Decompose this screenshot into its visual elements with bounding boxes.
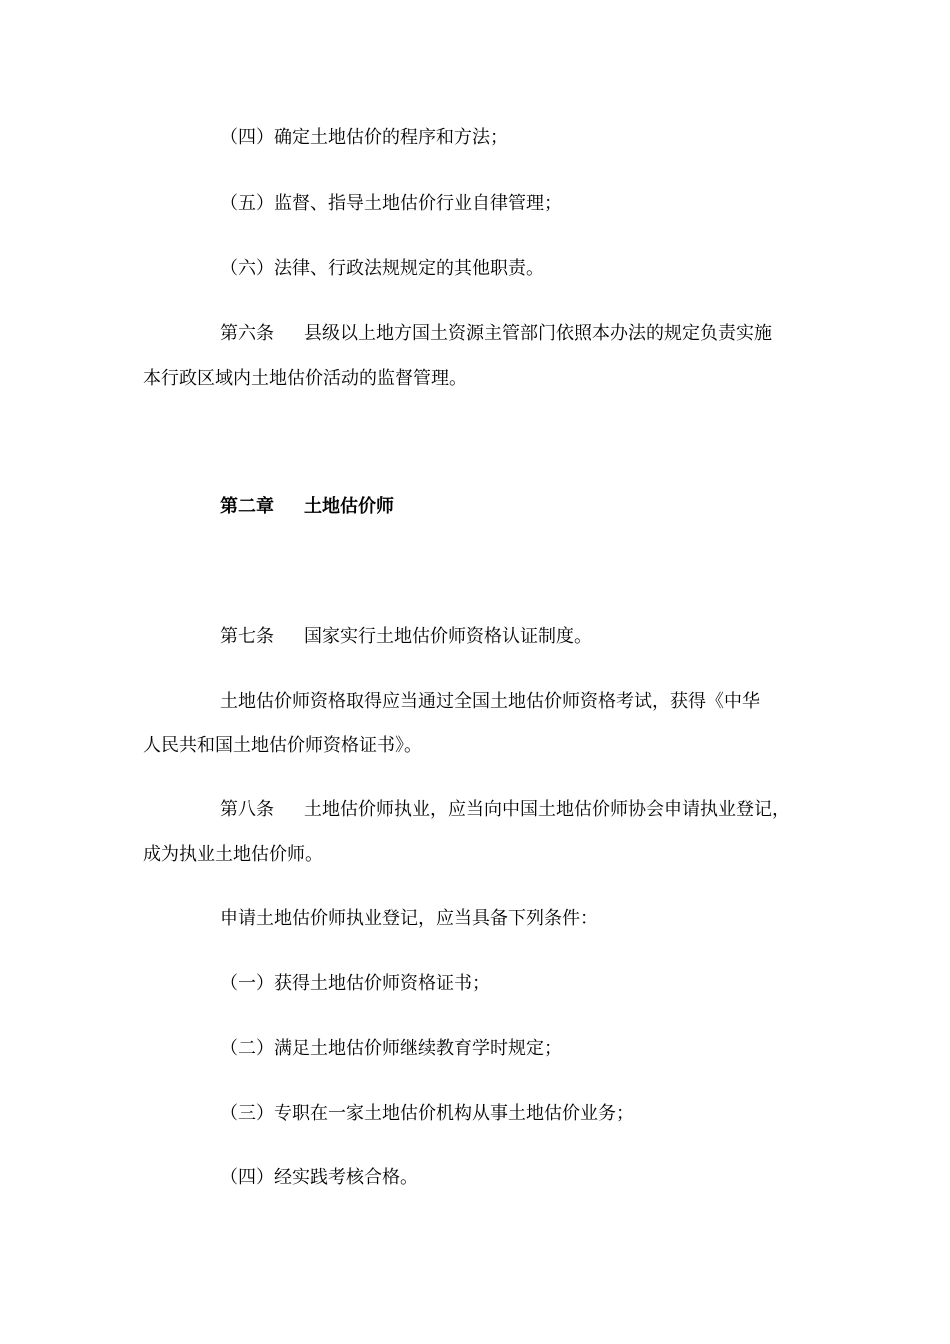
list-item: （四）确定土地估价的程序和方法； bbox=[220, 127, 508, 148]
article-7-para-2-line-2: 人民共和国土地估价师资格证书》。 bbox=[143, 735, 422, 756]
article-6-line-2: 本行政区域内土地估价活动的监督管理。 bbox=[143, 368, 467, 389]
article-label: 第六条 bbox=[220, 323, 274, 344]
article-text: 县级以上地方国土资源主管部门依照本办法的规定负责实施 bbox=[304, 323, 772, 344]
list-item: （二）满足土地估价师继续教育学时规定； bbox=[220, 1038, 562, 1059]
article-7 bbox=[220, 625, 592, 649]
article-label: 第八条 bbox=[220, 799, 274, 820]
article-text: 土地估价师执业，应当向中国土地估价师协会申请执业登记， bbox=[304, 799, 790, 820]
list-item: （三）专职在一家土地估价机构从事土地估价业务； bbox=[220, 1103, 634, 1124]
article-8-line-1 bbox=[220, 798, 790, 822]
article-8-line-2: 成为执业土地估价师。 bbox=[143, 844, 323, 865]
chapter-title: 土地估价师 bbox=[304, 496, 394, 517]
article-text: 国家实行土地估价师资格认证制度。 bbox=[304, 626, 592, 647]
article-label: 第七条 bbox=[220, 626, 274, 647]
conditions-intro: 申请土地估价师执业登记，应当具备下列条件： bbox=[220, 908, 598, 929]
list-item: （一）获得土地估价师资格证书； bbox=[220, 973, 490, 994]
chapter-heading bbox=[220, 495, 394, 519]
list-item: （六）法律、行政法规规定的其他职责。 bbox=[220, 258, 544, 279]
article-6-line-1 bbox=[220, 322, 772, 346]
list-item: （五）监督、指导土地估价行业自律管理； bbox=[220, 193, 562, 214]
article-7-para-2-line-1: 土地估价师资格取得应当通过全国土地估价师资格考试，获得《中华 bbox=[220, 691, 760, 712]
chapter-label: 第二章 bbox=[220, 496, 274, 517]
list-item: （四）经实践考核合格。 bbox=[220, 1167, 418, 1188]
